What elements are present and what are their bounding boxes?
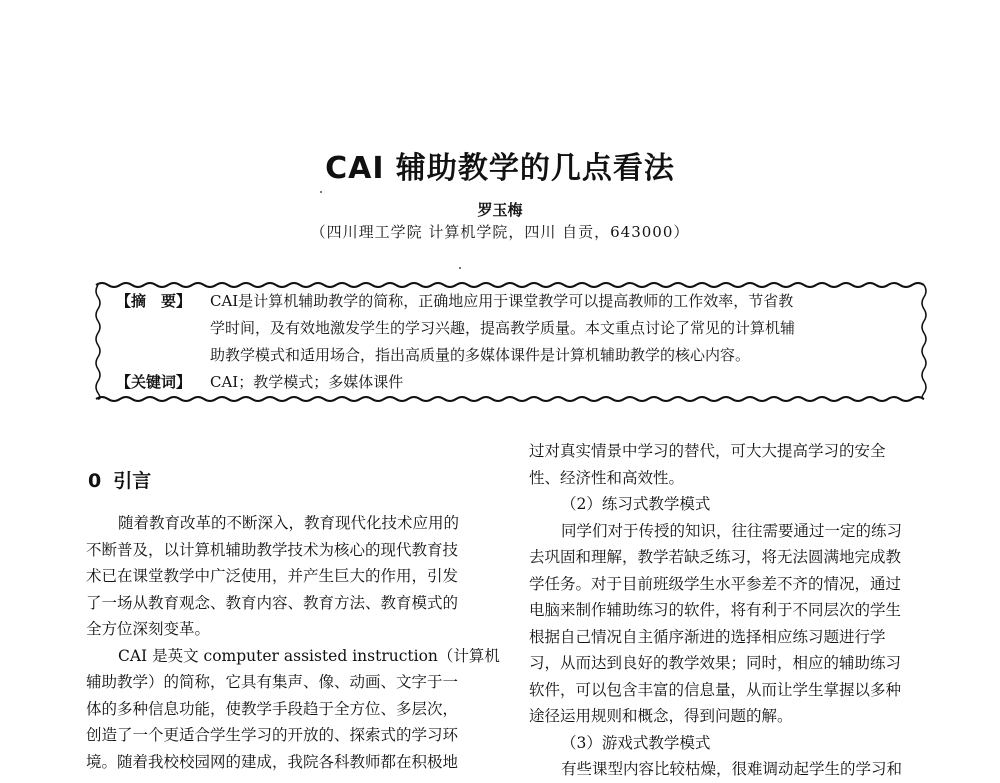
keywords-label: 【关键词】 [116, 373, 192, 391]
paragraph-line: 有些课型内容比较枯燥，很难调动起学生的学习和 [561, 760, 903, 778]
abstract-line: CAI是计算机辅助教学的简称，正确地应用于课堂教学可以提高教师的工作效率，节省教 [210, 292, 794, 310]
paragraph-line: 电脑来制作辅助练习的软件，将有利于不同层次的学生 [529, 601, 902, 619]
right-column [529, 438, 947, 783]
paragraph-line: 创造了一个更适合学生学习的开放的、探索式的学习环 [86, 726, 459, 744]
paragraph-line: 过对真实情景中学习的替代，可大大提高学习的安全 [529, 442, 886, 460]
scan-speck [459, 267, 461, 269]
paragraph-line: CAI 是英文 computer assisted instruction（计算机 [118, 646, 500, 665]
abstract-line: 助教学模式和适用场合，指出高质量的多媒体课件是计算机辅助教学的核心内容。 [210, 346, 751, 364]
paragraph-line: 全方位深刻变革。 [86, 620, 211, 638]
paragraph-line: 性、经济性和高效性。 [529, 468, 685, 487]
paragraph-line: 随着教育改革的不断深入，教育现代化技术应用的 [118, 514, 460, 532]
paragraph-line: 去巩固和理解，教学若缺乏练习，将无法圆满地完成教 [529, 548, 902, 566]
left-column [86, 510, 504, 775]
paragraph-line: 学任务。对于目前班级学生水平参差不齐的情况，通过 [529, 574, 902, 593]
paragraph-line: 习，从而达到良好的教学效果；同时，相应的辅助练习 [529, 654, 902, 672]
subsection-heading: （2）练习式教学模式 [561, 495, 711, 513]
scan-speck [320, 191, 322, 193]
abstract-box [92, 279, 930, 405]
paragraph-line: 境。随着我校校园网的建成，我院各科教师都在积极地 [86, 752, 459, 771]
keywords-text: CAI；教学模式；多媒体课件 [210, 373, 404, 391]
section-heading [88, 466, 151, 493]
paragraph-line: 根据自己情况自主循序渐进的选择相应练习题进行学 [529, 627, 886, 646]
paragraph-line: 了一场从教育观念、教育内容、教育方法、教育模式的 [86, 593, 459, 612]
paragraph-line: 辅助教学）的简称，它具有集声、像、动画、文字于一 [86, 673, 459, 691]
section-number: 0 [88, 470, 102, 492]
paragraph-line: 软件，可以包含丰富的信息量，从而让学生掌握以多种 [529, 680, 902, 699]
author-affiliation: （四川理工学院 计算机学院，四川 自贡，643000） [310, 223, 690, 241]
paper-title: CAI 辅助教学的几点看法 [325, 151, 675, 186]
paragraph-line: 术已在课堂教学中广泛使用，并产生巨大的作用，引发 [86, 567, 459, 585]
paragraph-line: 途径运用规则和概念，得到问题的解。 [529, 707, 793, 725]
section-title: 引言 [113, 470, 152, 492]
paragraph-line: 体的多种信息功能，使教学手段趋于全方位、多层次， [86, 699, 459, 718]
paragraph-line: 同学们对于传授的知识，往往需要通过一定的练习 [561, 521, 903, 540]
author-name: 罗玉梅 [477, 201, 523, 219]
abstract-line: 学时间，及有效地激发学生的学习兴趣，提高教学质量。本文重点讨论了常见的计算机辅 [210, 319, 796, 337]
subsection-heading: （3）游戏式教学模式 [561, 733, 711, 752]
paragraph-line: 不断普及，以计算机辅助教学技术为核心的现代教育技 [86, 540, 459, 559]
abstract-label: 【摘 要】 [116, 292, 192, 310]
